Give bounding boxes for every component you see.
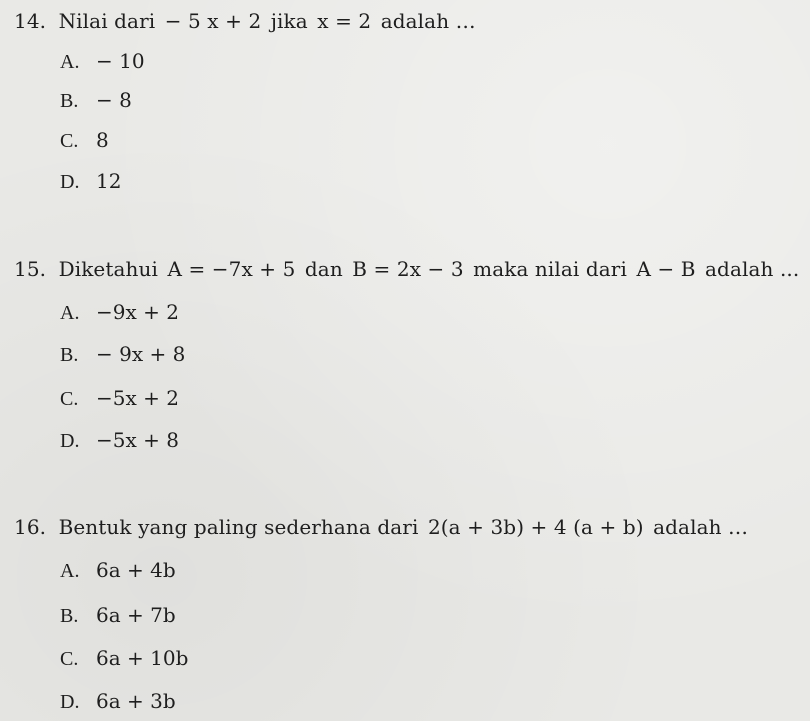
question-15-stem	[14, 256, 799, 282]
option-value: − 9x + 8	[96, 342, 186, 366]
math-expression: A − B	[636, 257, 696, 281]
option-14-a[interactable]	[60, 48, 145, 75]
option-15-b[interactable]	[60, 341, 185, 368]
option-16-c[interactable]	[60, 645, 188, 672]
option-letter: C.	[60, 130, 79, 152]
option-letter: B.	[60, 344, 79, 366]
option-letter: B.	[60, 90, 79, 112]
math-expression: x = 2	[317, 9, 372, 33]
question-number: 14.	[14, 9, 47, 33]
question-number: 16.	[14, 515, 47, 539]
math-expression: B = 2x − 3	[352, 257, 464, 281]
option-15-d[interactable]	[60, 427, 179, 454]
option-letter: C.	[60, 388, 79, 410]
option-15-c[interactable]	[60, 385, 179, 412]
question-text: adalah …	[380, 9, 476, 33]
option-letter: D.	[60, 691, 80, 713]
question-text: adalah …	[653, 515, 749, 539]
option-value: 8	[96, 128, 109, 152]
option-value: −9x + 2	[96, 300, 179, 324]
option-letter: D.	[60, 430, 80, 452]
option-value: −5x + 8	[96, 428, 179, 452]
question-text: Bentuk yang paling sederhana dari	[58, 515, 419, 539]
option-value: 6a + 10b	[96, 646, 189, 670]
question-text: dan	[304, 257, 343, 281]
question-text: adalah ...	[705, 257, 800, 281]
option-14-c[interactable]	[60, 127, 109, 154]
option-value: − 10	[96, 49, 145, 73]
option-value: 6a + 4b	[96, 558, 176, 582]
option-15-a[interactable]	[60, 299, 179, 326]
option-14-d[interactable]	[60, 168, 121, 195]
option-letter: A.	[60, 560, 80, 582]
option-letter: A.	[60, 302, 80, 324]
math-expression: − 5 x + 2	[164, 9, 262, 33]
question-number: 15.	[14, 257, 47, 281]
option-letter: D.	[60, 171, 80, 193]
question-16-stem	[14, 514, 748, 540]
option-value: − 8	[96, 88, 132, 112]
option-value: 12	[96, 169, 122, 193]
math-expression: A = −7x + 5	[167, 257, 296, 281]
option-14-b[interactable]	[60, 87, 132, 114]
question-text: maka nilai dari	[473, 257, 627, 281]
question-14-stem	[14, 8, 476, 34]
option-letter: A.	[60, 51, 80, 73]
question-text: Nilai dari	[58, 9, 156, 33]
option-value: 6a + 7b	[96, 603, 176, 627]
math-expression: 2(a + 3b) + 4 (a + b)	[427, 515, 644, 539]
option-letter: C.	[60, 648, 79, 670]
question-text: Diketahui	[58, 257, 158, 281]
option-16-a[interactable]	[60, 557, 176, 584]
option-value: −5x + 2	[96, 386, 179, 410]
option-value: 6a + 3b	[96, 689, 176, 713]
option-letter: B.	[60, 605, 79, 627]
option-16-d[interactable]	[60, 688, 176, 715]
question-text: jika	[270, 9, 308, 33]
option-16-b[interactable]	[60, 602, 176, 629]
